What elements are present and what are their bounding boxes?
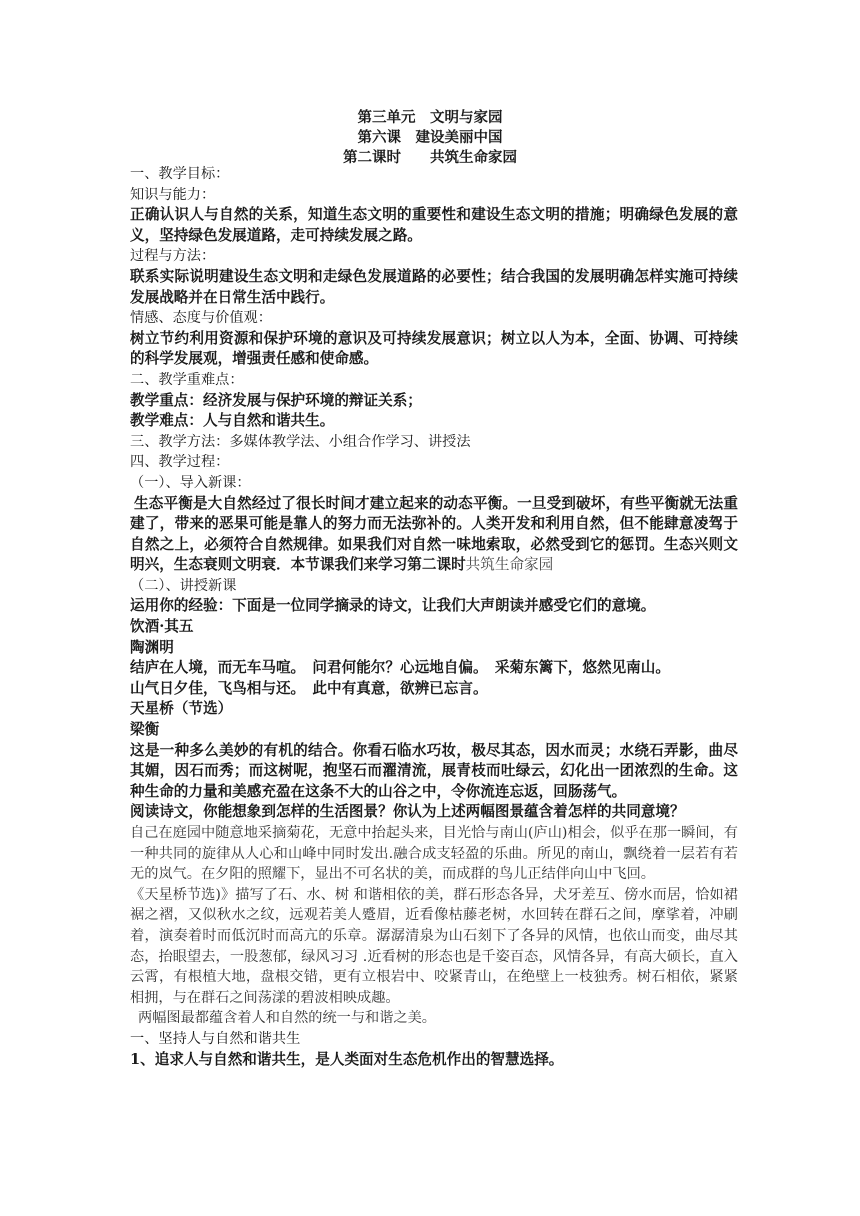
poem-title: 饮酒·其五 [130,618,194,636]
process-text: 联系实际说明建设生态文明和走绿色发展道路的必要性；结合我国的发展明确怎样实施可持续发展战略并在日常生活中践行。 [130,267,738,306]
experience-prompt: 运用你的经验：下面是一位同学摘录的诗文，让我们大声朗读并感受它们的意境。 [130,597,656,615]
values-label: 情感、态度与价值观： [130,310,272,327]
reading-question: 阅读诗文，你能想象到怎样的生活图景？你认为上述两幅图景蕴含着怎样的共同意境？ [130,803,685,821]
knowledge-text: 正确认识人与自然的关系，知道生态文明的重要性和建设生态文明的措施；明确绿色发展的意义，坚持绿色发展道路，走可持续发展之路。 [130,206,738,244]
key-focus: 教学重点：经济发展与保护环境的辩证关系； [130,391,422,409]
poem-line-1: 结庐在人境，而无车马喧。 问君何能尔？心远地自偏。 采菊东篱下，悠然见南山。 [130,659,670,677]
key-points-heading: 二、教学重难点： [130,371,244,388]
point-1: 1、追求人与自然和谐共生，是人类面对生态危机作出的智慧选择。 [130,1050,564,1068]
methods-line: 三、教学方法：多媒体教学法、小组合作学习、讲授法 [130,433,471,450]
values-text: 树立节约利用资源和保护环境的意识及可持续发展意识；树立以人为本，全面、协调、可持续的科学发展观，增强责任感和使命感。 [130,329,738,368]
answer-paragraph-2: 《天星桥节选)》描写了石、水、树 和谐相依的美，群石形态各异，犬牙差互、傍水而居，恰如裙裾之褶，又似秋水之纹，远观若美人蹙眉，近看像枯藤老树，水回转在群石之间，摩挲着，冲刷着，演奏着时而低沉时而高亢的乐章。潺潺清泉为山石刻下了各异的风情，也依山而变，曲尽其态，抬眼望去，一股葱郁，绿风习习 .近看树的形态也是千姿百态，风情各异，有高大硕长，直入云霄，有根植大地，盘根交错，更有立根岩中、咬紧青山，在绝壁上一枝独秀。树石相依，紧紧相拥，与在群石之间荡漾的碧波相映成趣。 [130,886,738,1006]
key-difficulty: 教学难点：人与自然和谐共生。 [130,412,335,430]
process-label: 过程与方法： [130,248,216,265]
document-body [130,164,738,1070]
answer-paragraph-1: 自己在庭园中随意地采摘菊花，无意中抬起头来，目光恰与南山(庐山)相会，似乎在那一瞬间，有一种共同的旋律从人心和山峰中同时发出.融合成支轻盈的乐曲。所见的南山，飘绕着一层若有若无的岚气。在夕阳的照耀下，显出不可名状的美，而成群的鸟儿正结伴向山中飞回。 [130,825,738,883]
prose-text: 这是一种多么美妙的有机的结合。你看石临水巧妆，极尽其态，因水而灵；水绕石弄影，曲尽其媚，因石而秀；而这树呢，抱坚石而濯清流，展青枝而吐绿云，幻化出一团浓烈的生命。这种生命的力量和美感充盈在这条不大的山谷之中，令你流连忘返，回肠荡气。 [130,741,738,800]
prose-author: 梁衡 [130,721,160,739]
unit-title: 第三单元 文明与家园 [357,109,503,126]
lesson-title: 第六课 建设美丽中国 [357,129,503,146]
section-1-heading: 一、坚持人与自然和谐共生 [130,1030,301,1047]
intro-tail: 共筑生命家园 [465,556,554,574]
poem-line-2: 山气日夕佳，飞鸟相与还。 此中有真意，欲辨已忘言。 [130,679,488,697]
period-title: 第二课时 共筑生命家园 [343,149,517,166]
intro-text: 生态平衡是大自然经过了很长时间才建立起来的动态平衡。一旦受到破坏，有些平衡就无法重建了，带来的恶果可能是靠人的努力而无法弥补的。人类开发和利用自然，但不能肆意凌驾于自然之上，必须符合自然规律。如果我们对自然一味地索取，必然受到它的惩罚。生态兴则文明兴，生态衰则文明衰．本节课我们来学习第二课时 [130,494,738,574]
knowledge-label: 知识与能力： [130,186,216,203]
teach-heading: （二）、讲授新课 [130,577,237,594]
objectives-heading: 一、教学目标： [130,166,230,182]
poem-author: 陶渊明 [130,638,174,656]
answer-paragraph-3: 两幅图最都蕴含着人和自然的统一与和谐之美。 [138,1010,436,1027]
intro-paragraph [130,494,738,576]
prose-title: 天星桥（节选） [130,700,233,718]
process-heading: 四、教学过程： [130,454,230,471]
intro-heading: （一）、导入新课： [130,474,251,491]
